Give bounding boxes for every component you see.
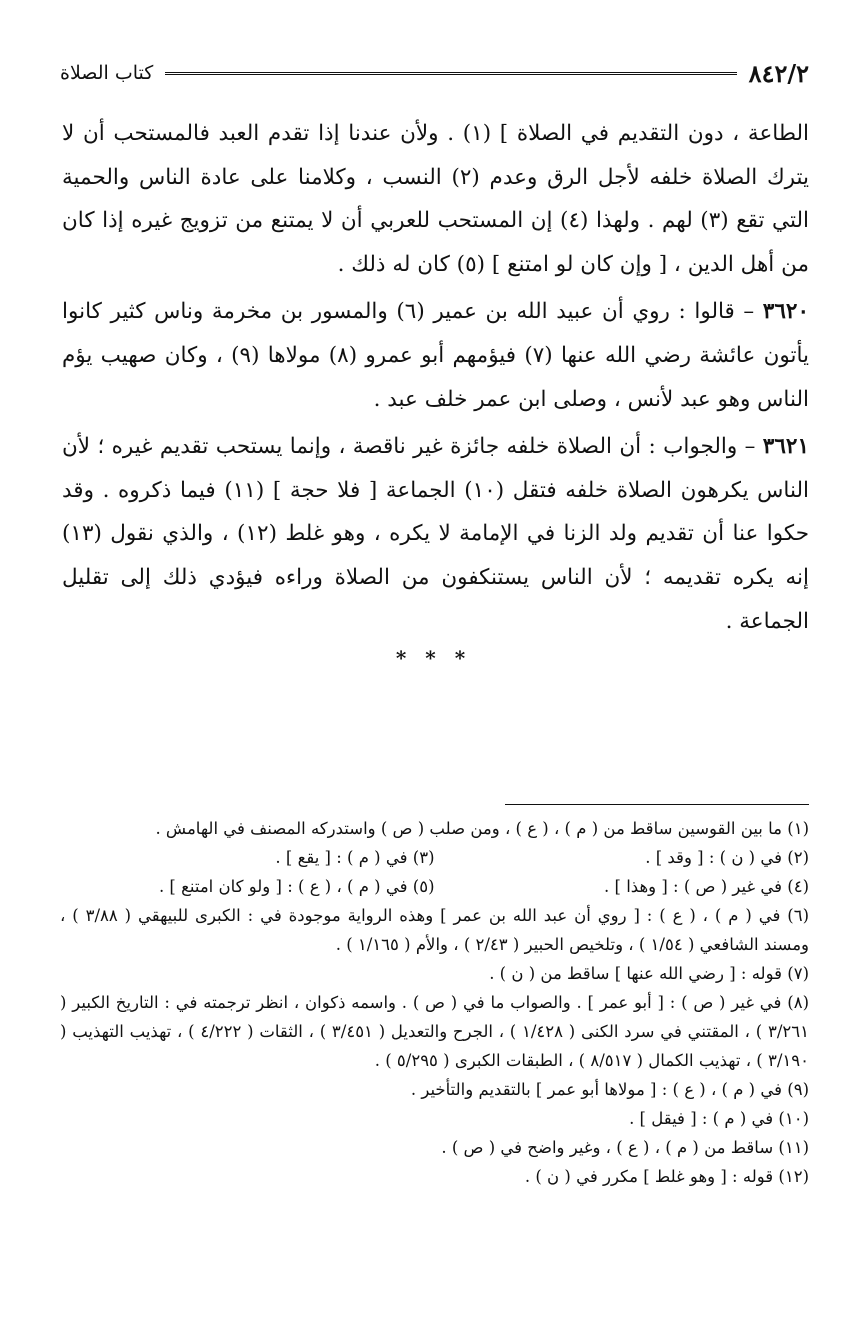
footnote: (١١) ساقط من ( م ) ، ( ع ) ، وغير واضح في ( ص ) . <box>441 1138 809 1157</box>
footnote: (٣) في ( م ) : [ يقع ] . <box>275 848 435 867</box>
paragraph-text: الطاعة ، دون التقديم في الصلاة ] (١) . ولأن عندنا إذا تقدم العبد فالمستحب أن لا يترك الصلاة خلفه لأجل الرق وعدم (٢) النسب ، وكلامنا على عادة الناس والحمية التي تقع (٣) لهم . ولهذا (٤) إن المستحب للعربي أن لا يمتنع من تزويج غيره إذا كان من أهل الدين ، [ وإن كان لو امتنع ] (٥) كان له ذلك . <box>62 121 810 277</box>
footnote-row <box>60 843 809 872</box>
footnote-row <box>60 872 809 901</box>
paragraph <box>62 290 809 421</box>
footnote: (٩) في ( م ) ، ( ع ) : [ مولاها أبو عمر ] بالتقديم والتأخير . <box>410 1080 809 1099</box>
footnote: (٧) قوله : [ رضي الله عنها ] ساقط من ( ن ) . <box>489 964 809 983</box>
header-rule <box>165 72 736 75</box>
footnote: (١٢) قوله : [ وهو غلط ] مكرر في ( ن ) . <box>524 1167 809 1186</box>
main-text <box>62 112 809 647</box>
paragraph-text: – قالوا : روي أن عبيد الله بن عمير (٦) والمسور بن مخرمة وناس كثير كانوا يأتون عائشة رضي الله عنها (٧) فيؤمهم أبو عمرو (٨) مولاها (٩) ، وكان صهيب يؤم الناس وهو عبد لأنس ، وصلى ابن عمر خلف عبد . <box>62 299 809 412</box>
running-header <box>60 56 809 90</box>
footnote-rule <box>505 804 809 805</box>
paragraph <box>62 112 809 286</box>
paragraph-text: – والجواب : أن الصلاة خلفه جائزة غير ناقصة ، وإنما يستحب تقديم غيره ؛ لأن الناس يكرهون الصلاة خلفه فتقل (١٠) الجماعة [ فلا حجة ] (١١) فيما ذكروه . وقد حكوا عنا أن تقديم ولد الزنا في الإمامة لا يكره ، وهو غلط (١٢) ، والذي نقول (١٣) إنه يكره تقديمه ؛ لأن الناس يستنكفون من الصلاة وراءه فيؤدي ذلك إلى تقليل الجماعة . <box>62 434 809 634</box>
footnotes <box>60 814 809 1191</box>
footnote: (٦) في ( م ) ، ( ع ) : [ روي أن عبد الله بن عمر ] وهذه الرواية موجودة في : الكبرى للبيهقي ( ٣/٨٨ ) ، ومسند الشافعي ( ١/٥٤ ) ، وتلخيص الحبير ( ٢/٤٣ ) ، والأم ( ١/١٦٥ ) . <box>60 906 809 954</box>
footnote: (٨) في غير ( ص ) : [ أبو عمر ] . والصواب ما في ( ص ) . واسمه ذكوان ، انظر ترجمته في : التاريخ الكبير ( ٣/٢٦١ ) ، المقتني في سرد الكنى ( ١/٤٢٨ ) ، الجرح والتعديل ( ٣/٤٥١ ) ، الثقات ( ٤/٢٢٢ ) ، تهذيب التهذيب ( ٣/١٩٠ ) ، تهذيب الكمال ( ٨/٥١٧ ) ، الطبقات الكبرى ( ٥/٢٩٥ ) . <box>60 993 809 1070</box>
footnote: (١) ما بين القوسين ساقط من ( م ) ، ( ع ) ، ومن صلب ( ص ) واستدركه المصنف في الهامش . <box>155 819 809 838</box>
paragraph-number: ٣٦٢٠ <box>762 299 809 325</box>
paragraph-number: ٣٦٢١ <box>762 434 809 460</box>
paragraph <box>62 425 809 643</box>
book-title: كتاب الصلاة <box>60 62 154 84</box>
page-number: ٨٤٢/٢ <box>748 58 809 88</box>
footnote: (٢) في ( ن ) : [ وقد ] . <box>645 848 809 867</box>
section-separator: * * * <box>395 646 472 670</box>
footnote: (٤) في غير ( ص ) : [ وهذا ] . <box>604 877 809 896</box>
footnote: (٥) في ( م ) ، ( ع ) : [ ولو كان امتنع ] . <box>158 877 435 896</box>
footnote: (١٠) في ( م ) : [ فيقل ] . <box>629 1109 809 1128</box>
